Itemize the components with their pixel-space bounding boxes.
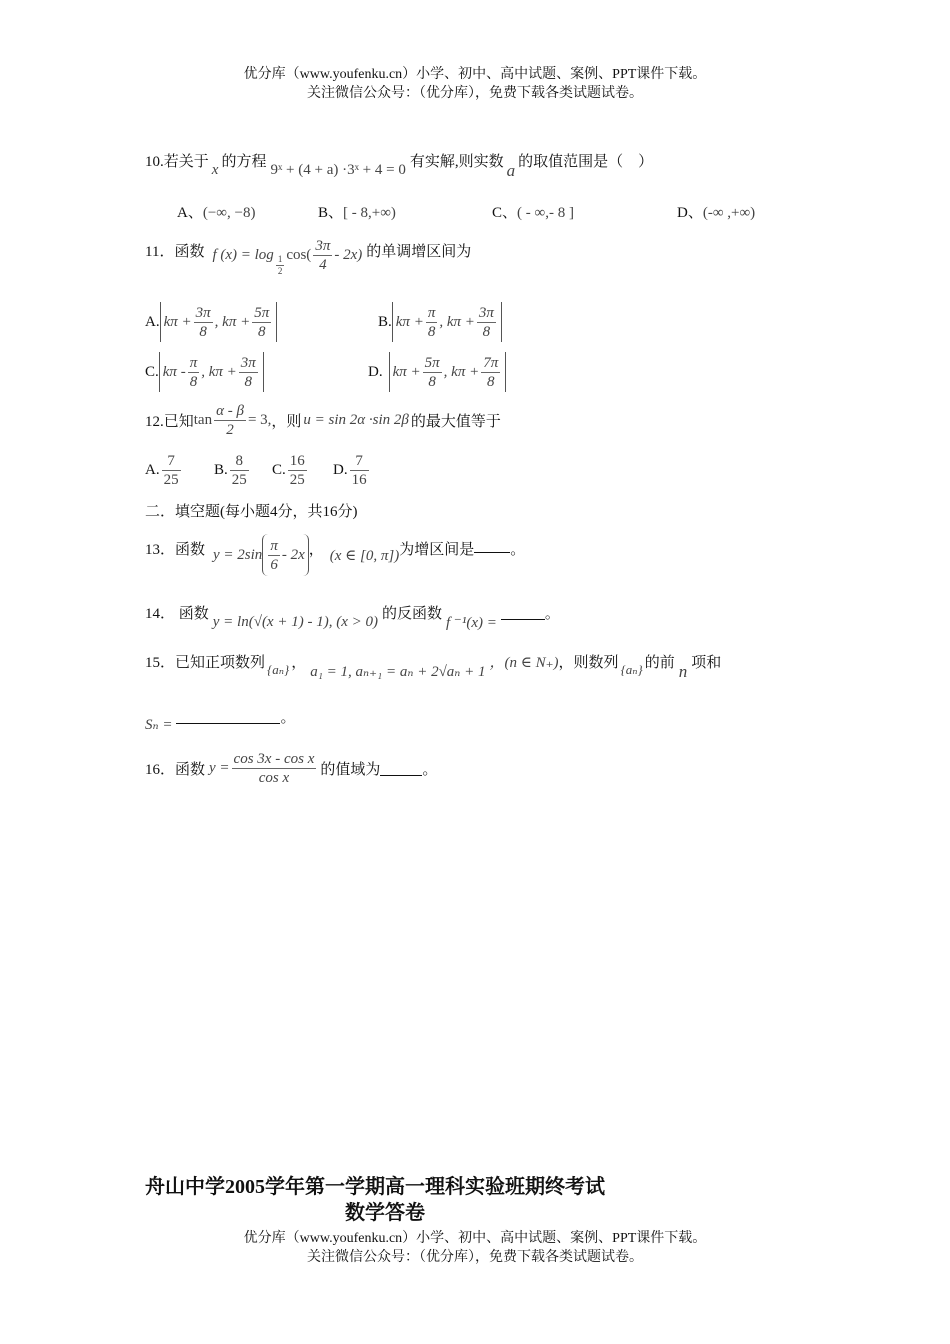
q11-option-d[interactable]: D. kπ + $\frac{5\pi}{8}$ , kπ + $\frac{7\pi}{8}$ [368,352,506,392]
question-16: 16．函数 y = $\frac{\text{cos 3x - cos x}}{\text{cos x}}$ 的值域为 。 [145,751,438,786]
q16-answer-blank[interactable] [380,761,422,776]
q10-option-d[interactable]: D、(-∞ ,+∞) [677,205,756,221]
question-10: 10.若关于 x 的方程 9ˣ + (4 + a) ·3ˣ + 4 = 0 有实解,则实数 a 的取值范围是（ ） [145,154,654,180]
q15-sum-line: Sₙ = 。 [145,710,296,733]
question-13: 13．函数 y = 2sin $\frac{\pi}{6}$ - 2x ， (x ∈ [0, π]) 为增区间是 。 [145,534,525,576]
q13-answer-blank[interactable] [474,538,510,553]
question-12: 12.已知 tan $\frac{\alpha - \beta}{2}$ = 3, ，则 u = sin 2α ·sin 2β 的最大值等于 [145,403,501,438]
q15-answer-blank[interactable] [176,709,280,724]
header-line-2: 关注微信公众号：（优分库），免费下载各类试题试卷。 [307,86,643,101]
footer-line-1: 优分库（www.youfenku.cn）小学、初中、高中试题、案例、PPT课件下载。 [243,1231,707,1246]
answer-sheet-title: 舟山中学2005学年第一学期高一理科实验班期终考试 [145,1176,605,1198]
q12-option-d[interactable]: D. $\frac{7}{16}$ [333,453,367,488]
q11-option-a[interactable]: A. kπ + $\frac{3\pi}{8}$ , kπ + $\frac{5\pi}{8}$ [145,302,277,342]
q11-option-c[interactable]: C. kπ - $\frac{\pi}{8}$ , kπ + $\frac{3\pi}{8}$ [145,352,264,392]
question-11: 11．函数 f (x) = log $\frac{1}{2}$ cos( $\frac{3\pi}{4}$ - 2x) 的单调增区间为 [145,238,472,276]
q12-option-c[interactable]: C. $\frac{16}{25}$ [272,453,305,488]
answer-sheet-subtitle: 数学答卷 [345,1202,425,1224]
q11-option-b[interactable]: B. kπ + $\frac{\pi}{8}$ , kπ + $\frac{3\pi}{8}$ [378,302,502,342]
header-line-1: 优分库（www.youfenku.cn）小学、初中、高中试题、案例、PPT课件下载。 [243,67,707,82]
section-2-heading: 二．填空题(每小题4分，共16分) [145,504,358,520]
footer-line-2: 关注微信公众号：（优分库），免费下载各类试题试卷。 [307,1250,643,1265]
q12-option-a[interactable]: A. $\frac{7}{25}$ [145,453,179,488]
q14-answer-blank[interactable] [501,605,545,620]
q10-option-c[interactable]: C、( - ∞,- 8 ] [492,205,574,221]
q10-option-a[interactable]: A、(−∞, −8) [177,205,256,221]
q12-option-b[interactable]: B. $\frac{8}{25}$ [214,453,247,488]
question-15: 15．已知正项数列 {aₙ} ， a₁ = 1, aₙ₊₁ = aₙ + 2√aₙ + 1 ，(n ∈ N₊) ，则数列 {aₙ} 的前 n 项和 [145,655,722,681]
q10-option-b[interactable]: B、[ - 8,+∞) [318,205,396,221]
question-14: 14． 函数 y = ln(√(x + 1) - 1), (x > 0) 的反函数 f ⁻¹(x) = 。 [145,606,560,631]
